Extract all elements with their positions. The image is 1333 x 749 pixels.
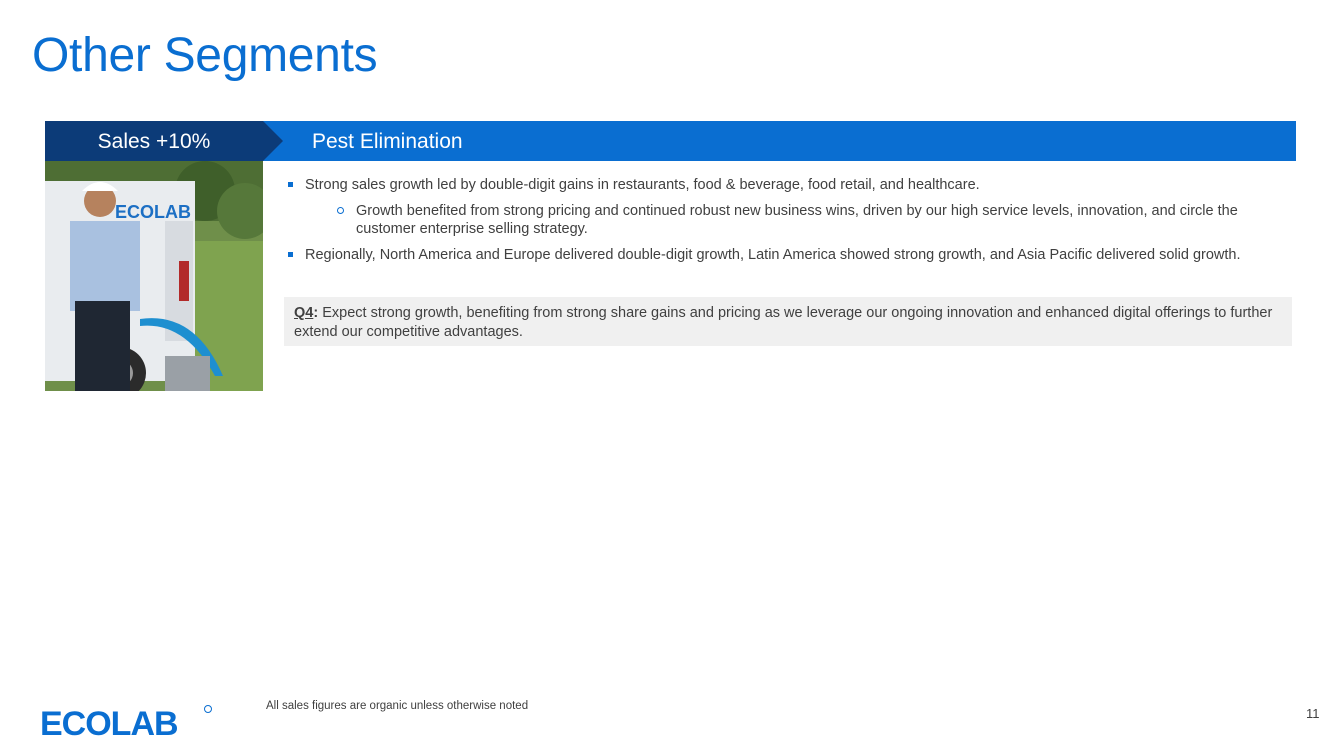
sales-growth-banner: [45, 121, 283, 161]
bullet-item: [287, 246, 1292, 264]
bullet-text: Strong sales growth led by double-digit gains in restaurants, food & beverage, food retail, and healthcare.: [305, 177, 980, 193]
sub-bullet-item: [287, 202, 1292, 238]
van-logo-text: ECOLAB: [115, 202, 191, 222]
bullet-list: [287, 176, 1292, 272]
circle-bullet-icon: [337, 207, 344, 214]
bullet-text: Regionally, North America and Europe delivered double-digit growth, Latin America showed strong growth, and Asia Pacific delivered solid growth.: [305, 247, 1241, 263]
ecolab-logo: [40, 703, 215, 746]
page-number: 11: [1306, 706, 1320, 721]
slide-title: Other Segments: [32, 29, 378, 82]
outlook-text: Expect strong growth, benefiting from strong share gains and pricing as we leverage our ongoing innovation and enhanced digital offerings to further extend our competitive advantages.: [294, 305, 1273, 340]
footnote: All sales figures are organic unless otherwise noted: [266, 700, 529, 712]
square-bullet-icon: [288, 182, 293, 187]
bullet-item: [287, 176, 1292, 194]
sub-bullet-text: Growth benefited from strong pricing and continued robust new business wins, driven by our high service levels, innovation, and circle the customer enterprise selling strategy.: [356, 203, 1238, 237]
svg-text:ECOLAB: ECOLAB: [40, 705, 178, 741]
technician-photo: [45, 161, 263, 391]
outlook-label: Q4:: [294, 305, 319, 321]
segment-label: Pest Elimination: [312, 130, 463, 153]
segment-header-bar: [262, 121, 1296, 161]
q4-outlook-box: [284, 297, 1292, 346]
sales-growth-label: Sales +10%: [97, 130, 211, 153]
square-bullet-icon: [288, 252, 293, 257]
